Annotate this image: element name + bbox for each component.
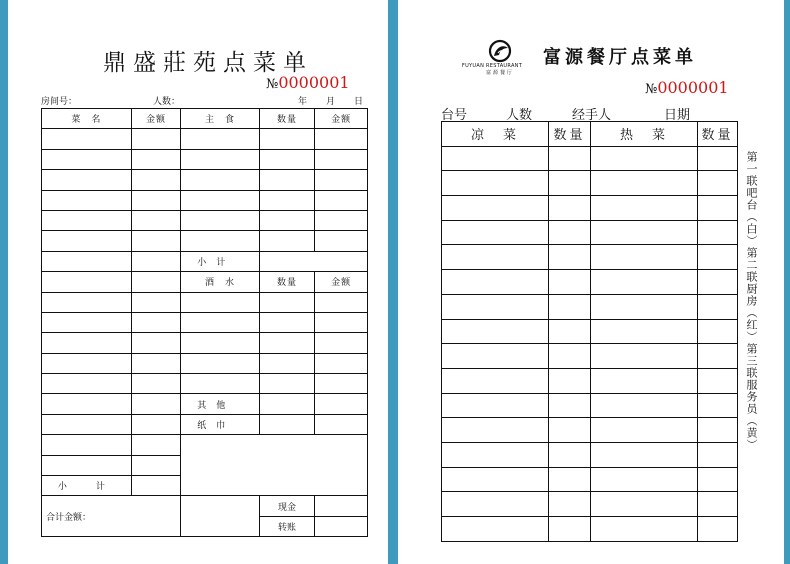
serial-mark: №	[645, 82, 658, 97]
col-drinks-quantity: 数量	[259, 272, 315, 292]
col-dish-name: 菜 名	[42, 109, 132, 129]
table-row	[442, 171, 738, 196]
table-row	[442, 517, 738, 542]
col-quantity: 数量	[259, 109, 315, 129]
order-form-right	[398, 0, 784, 564]
table-row	[442, 196, 738, 221]
drinks-header-row	[42, 272, 368, 292]
col-drinks: 酒 水	[181, 272, 259, 292]
brand-name-en: FUYUAN RESTAURANT	[461, 63, 523, 69]
brand-name-cn: 富源餐厅	[485, 70, 514, 76]
room-label: 房间号：	[41, 97, 78, 107]
col-drinks-amount: 金额	[315, 272, 368, 292]
table-row	[442, 245, 738, 270]
table-row	[42, 353, 368, 373]
order-form-left	[8, 0, 388, 564]
serial-mark: №	[266, 77, 279, 92]
blank-area	[181, 435, 368, 496]
napkin-row	[42, 414, 368, 434]
serial-number	[645, 78, 729, 97]
other-label: 其他	[181, 394, 259, 414]
form-title: 鼎盛莊苑点菜单	[103, 50, 313, 76]
table-row	[42, 170, 368, 190]
table-row	[442, 368, 738, 393]
table-row	[42, 210, 368, 230]
cash-label: 现金	[259, 496, 315, 516]
napkin-label: 纸巾	[181, 414, 259, 434]
table-row	[442, 442, 738, 467]
table-row	[42, 333, 368, 353]
table-row	[442, 344, 738, 369]
phoenix-logo-icon	[485, 39, 515, 63]
year-label: 年	[298, 97, 308, 107]
col-quantity-2: 数量	[698, 122, 738, 147]
col-cold-dishes: 凉 菜	[442, 122, 549, 147]
form-title: 富源餐厅点菜单	[543, 47, 697, 68]
table-row	[442, 146, 738, 171]
staple-subtotal-row	[42, 251, 368, 271]
handler-label: 经手人	[572, 108, 612, 123]
table-row	[442, 418, 738, 443]
staple-subtotal-value[interactable]	[259, 251, 367, 271]
serial-number	[266, 73, 350, 92]
transfer-label: 转账	[259, 516, 315, 536]
table-row	[42, 374, 368, 394]
restaurant-logo	[461, 39, 530, 76]
day-label: 日	[354, 97, 364, 107]
cash-row	[42, 496, 368, 516]
serial-digits: 0000001	[657, 78, 729, 97]
table-row	[442, 319, 738, 344]
table-row	[442, 270, 738, 295]
col-amount: 金额	[131, 109, 181, 129]
copy-distribution-note: 第一联吧台（白）第二联厨房（红）第三联服务员（黄）	[745, 151, 758, 451]
table-row	[442, 393, 738, 418]
table-row	[42, 312, 368, 332]
people-label: 人数：	[153, 97, 181, 107]
table-row	[42, 292, 368, 312]
grand-total-value[interactable]	[181, 496, 259, 537]
order-table	[441, 121, 738, 542]
table-row	[42, 231, 368, 251]
header-row	[442, 122, 738, 147]
table-row	[42, 190, 368, 210]
col-staple: 主 食	[181, 109, 259, 129]
table-row	[42, 129, 368, 149]
other-row	[42, 394, 368, 414]
table-row	[442, 220, 738, 245]
staple-subtotal-label: 小计	[181, 251, 259, 271]
month-label: 月	[326, 97, 336, 107]
people-label: 人数	[506, 108, 533, 123]
transfer-value[interactable]	[315, 516, 368, 536]
cash-value[interactable]	[315, 496, 368, 516]
grand-total-label: 合计金额：	[42, 496, 181, 537]
table-number-label: 台号	[441, 108, 468, 123]
table-row	[442, 492, 738, 517]
header-row	[42, 109, 368, 129]
table-row	[42, 435, 368, 455]
col-quantity: 数量	[549, 122, 591, 147]
order-table	[41, 108, 368, 537]
dish-subtotal-label: 小 计	[42, 476, 132, 496]
col-amount-2: 金额	[315, 109, 368, 129]
table-row	[442, 294, 738, 319]
table-row	[442, 467, 738, 492]
serial-digits: 0000001	[278, 73, 350, 92]
table-row	[42, 149, 368, 169]
date-label: 日期	[664, 108, 691, 123]
col-hot-dishes: 热 菜	[591, 122, 698, 147]
dish-subtotal-value[interactable]	[131, 476, 181, 496]
